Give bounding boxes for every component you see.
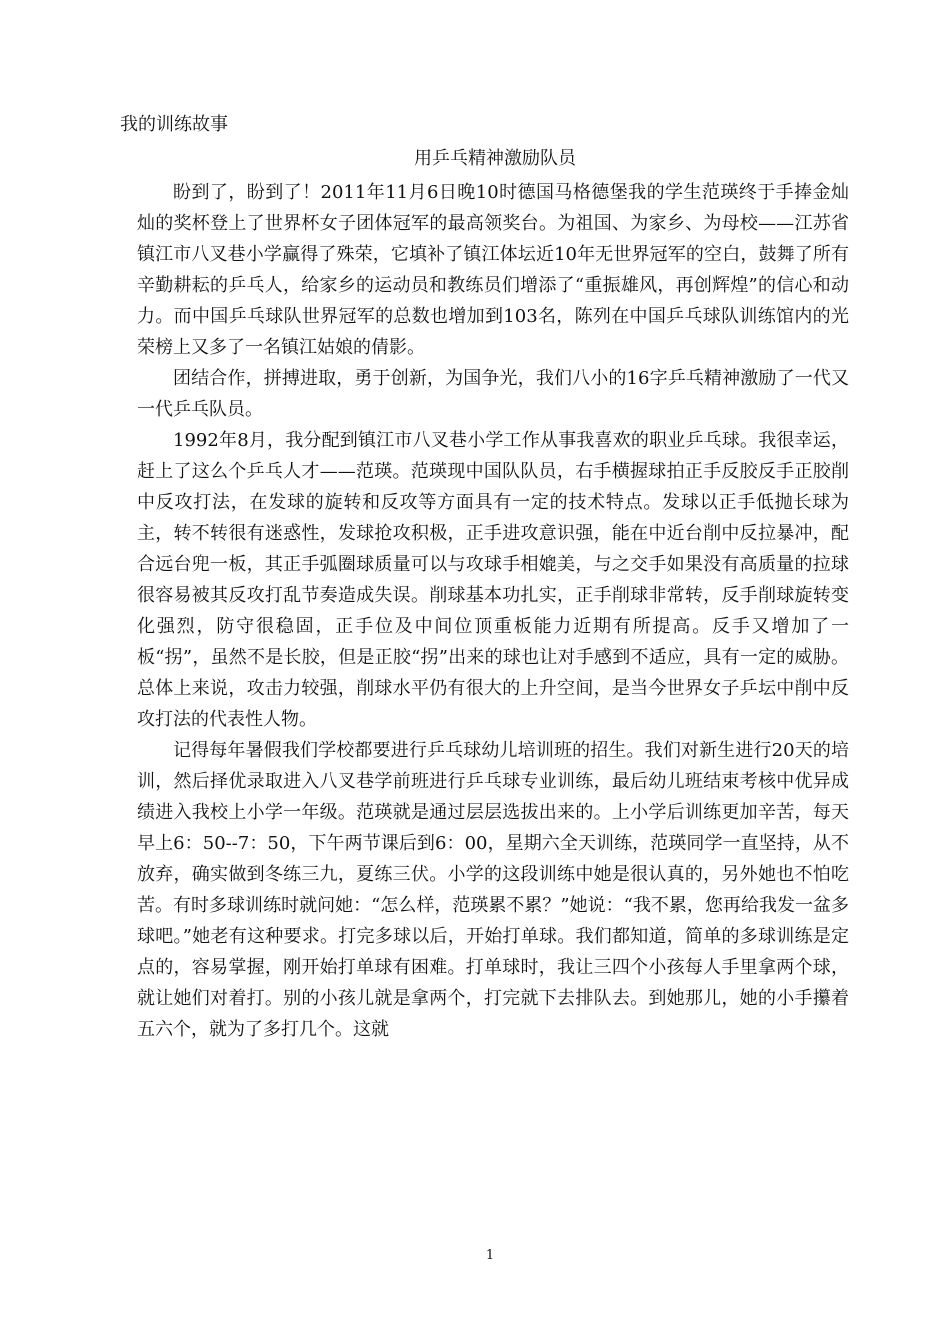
- page-number: 1: [485, 1248, 495, 1263]
- document-title: 用乒乓精神激励队员: [414, 148, 576, 169]
- paragraph: 记得每年暑假我们学校都要进行乒乓球幼儿培训班的招生。我们对新生进行20天的培训，然后择优录取进入八叉巷学前班进行乒乓球专业训练，最后幼儿班结束考核中优异成绩进入我校上小学一年级。范瑛就是通过层层选拔出来的。上小学后训练更加辛苦，每天早上6：50--7：50，下午两节课后到6：00，星期六全天训练，范瑛同学一直坚持，从不放弃，确实做到冬练三九，夏练三伏。小学的这段训练中她是很认真的，另外她也不怕吃苦。有时多球训练时就问她：“怎么样，范瑛累不累？”她说：“我不累，您再给我发一盆多球吧。”她老有这种要求。打完多球以后，开始打单球。我们都知道，简单的多球训练是定点的，容易掌握，刚开始打单球有困难。打单球时，我让三四个小孩每人手里拿两个球，就让她们对着打。别的小孩儿就是拿两个，打完就下去排队去。到她那儿，她的小手攥着五六个，就为了多打几个。这就: [137, 740, 849, 1040]
- document-body: [137, 177, 849, 1045]
- paragraph: 团结合作，拼搏进取，勇于创新，为国争光，我们八小的16字乒乓精神激励了一代又一代乒乓队员。: [137, 368, 849, 420]
- paragraph: 1992年8月，我分配到镇江市八叉巷小学工作从事我喜欢的职业乒乓球。我很幸运，赶上了这么个乒乓人才——范瑛。范瑛现中国队队员，右手横握球拍正手反胶反手正胶削中反攻打法，在发球的旋转和反攻等方面具有一定的技术特点。发球以正手低抛长球为主，转不转很有迷惑性，发球抢攻积极，正手进攻意识强，能在中近台削中反拉暴冲，配合远台兜一板，其正手弧圈球质量可以与攻球手相媲美，与之交手如果没有高质量的拉球很容易被其反攻打乱节奏造成失误。削球基本功扎实，正手削球非常转，反手削球旋转变化强烈，防守很稳固，正手位及中间位顶重板能力近期有所提高。反手又增加了一板“拐”，虽然不是长胶，但是正胶“拐”出来的球也让对手感到不适应，具有一定的威胁。总体上来说，攻击力较强，削球水平仍有很大的上升空间，是当今世界女子乒坛中削中反攻打法的代表性人物。: [137, 430, 849, 730]
- document-label: 我的训练故事: [120, 114, 228, 135]
- paragraph: 盼到了，盼到了！2011年11月6日晚10时德国马格德堡我的学生范瑛终于手捧金灿灿的奖杯登上了世界杯女子团体冠军的最高领奖台。为祖国、为家乡、为母校——江苏省镇江市八叉巷小学赢得了殊荣，它填补了镇江体坛近10年无世界冠军的空白，鼓舞了所有辛勤耕耘的乒乓人，给家乡的运动员和教练员们增添了“重振雄风，再创辉煌”的信心和动力。而中国乒乓球队世界冠军的总数也增加到103名，陈列在中国乒乓球队训练馆内的光荣榜上又多了一名镇江姑娘的倩影。: [137, 182, 849, 358]
